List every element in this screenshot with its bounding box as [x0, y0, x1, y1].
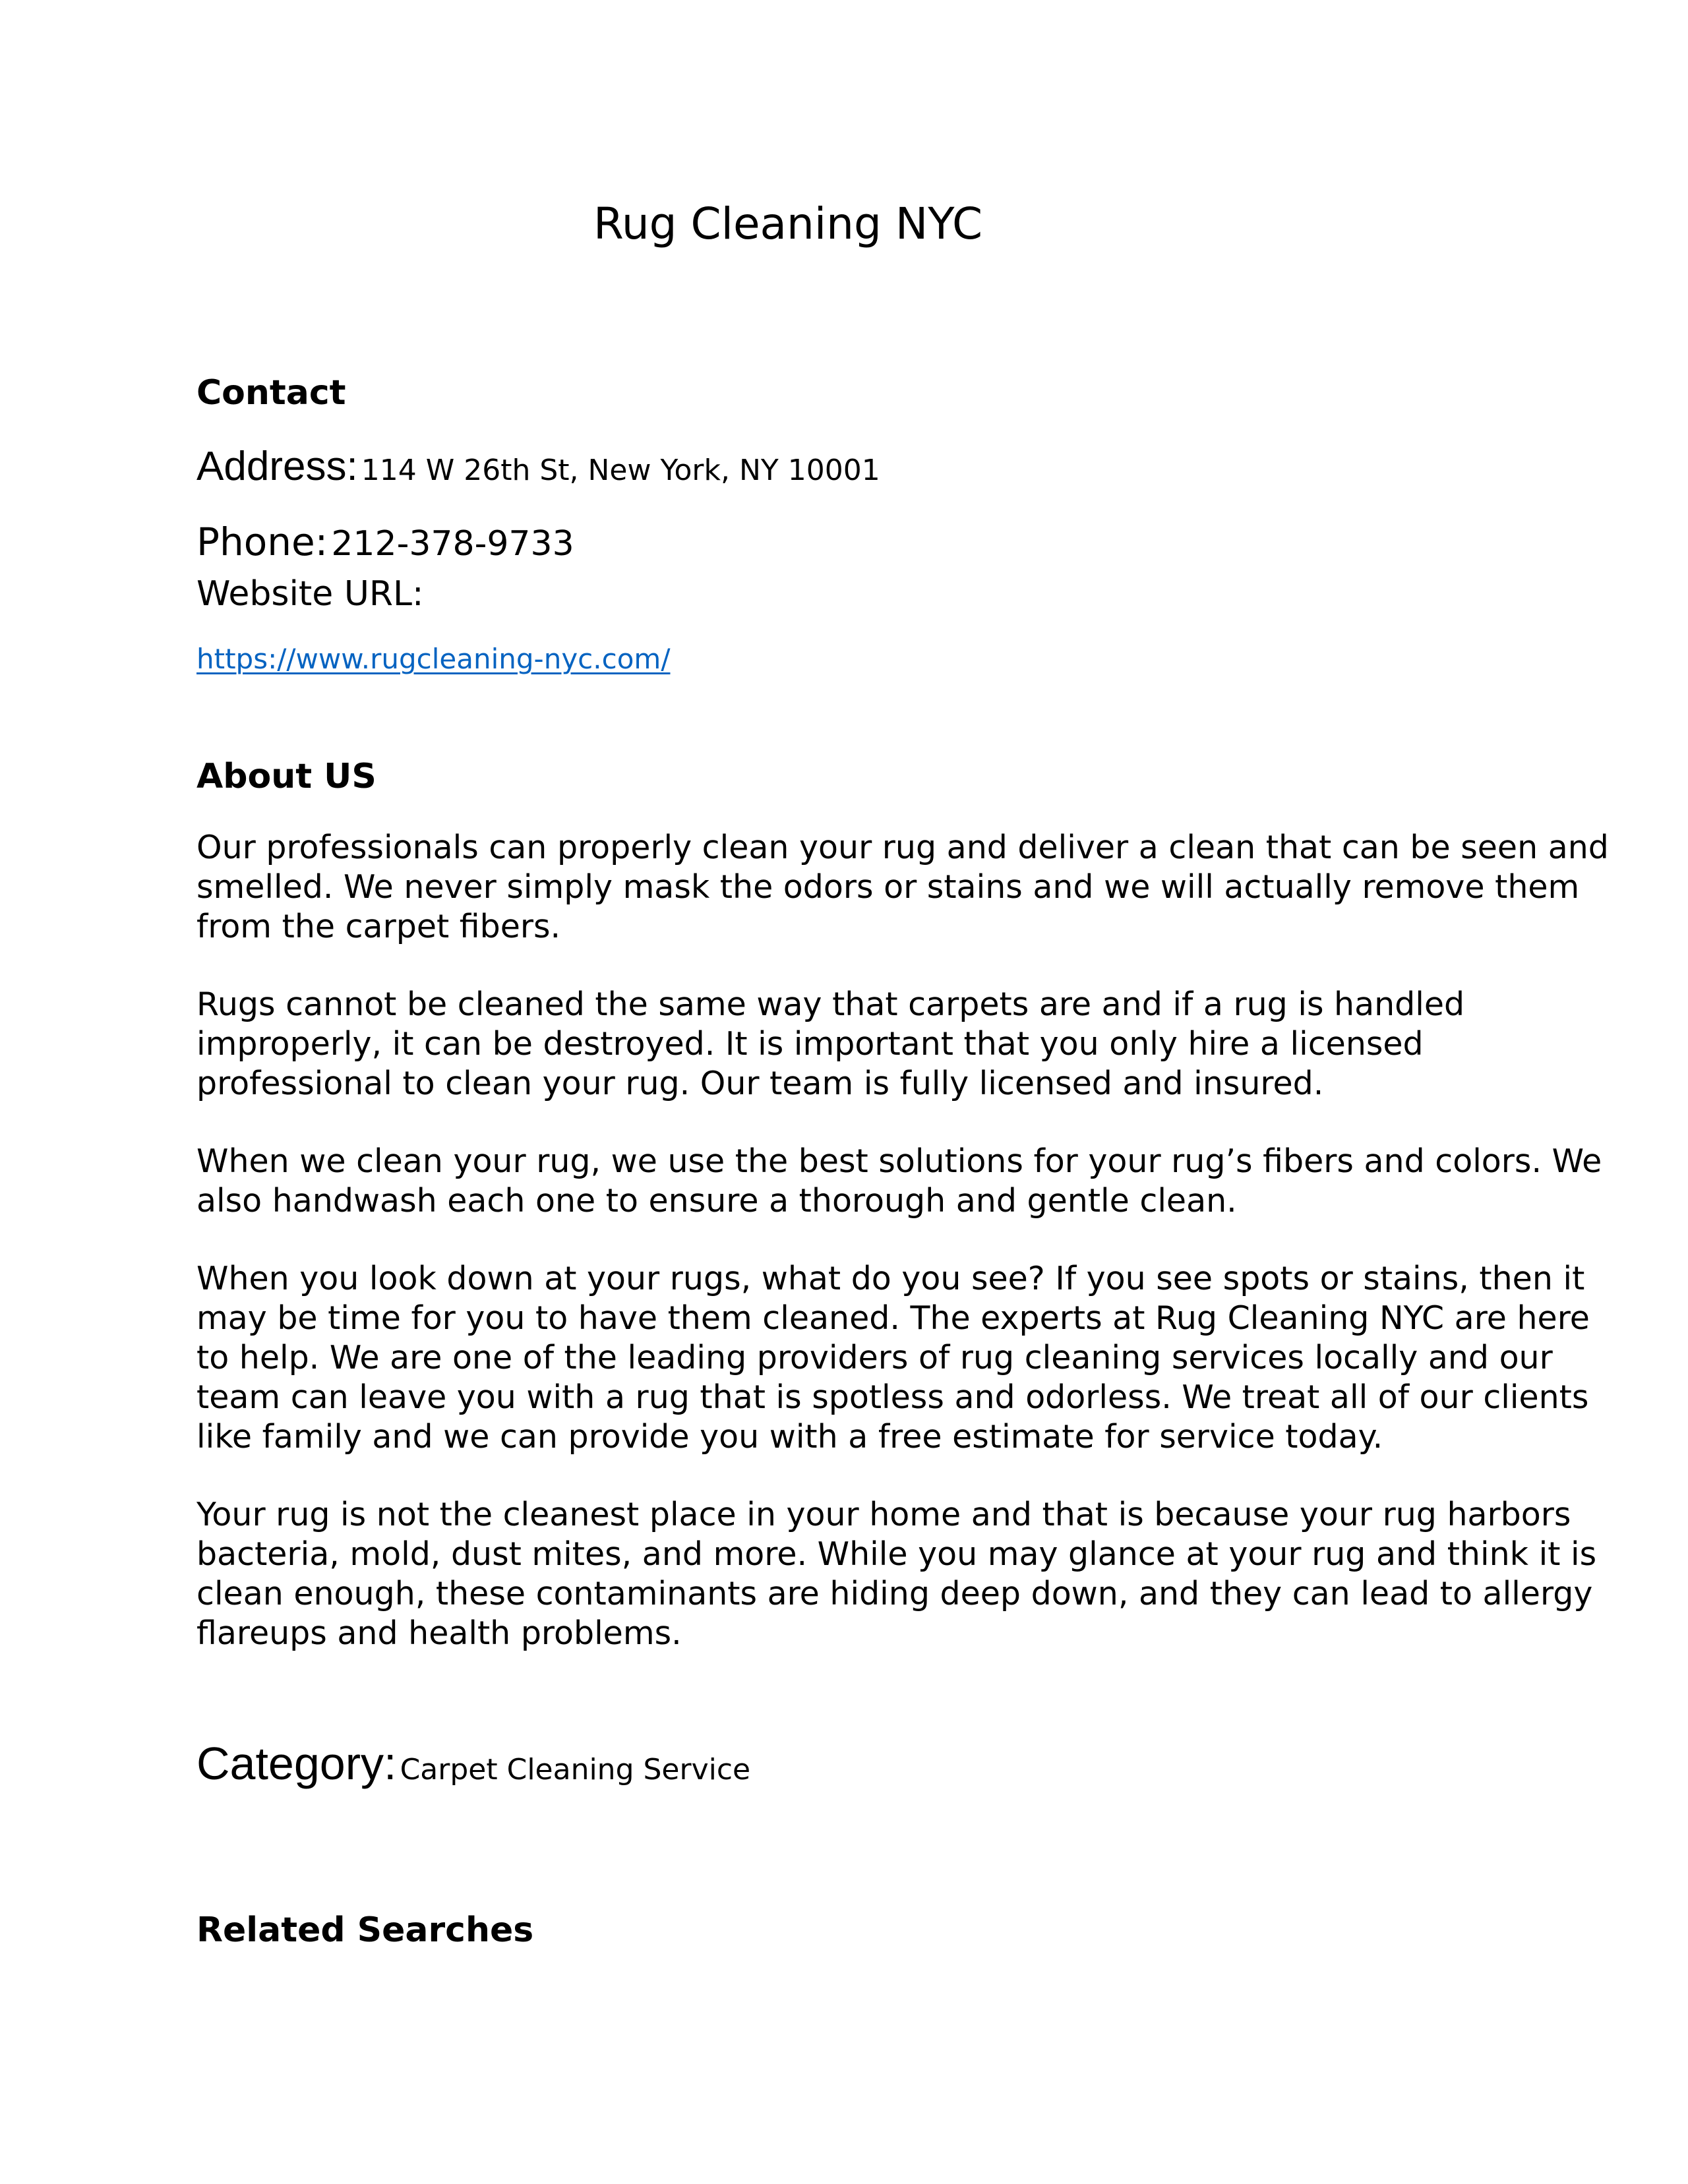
phone-value: 212-378-9733	[331, 524, 574, 564]
category-value: Carpet Cleaning Service	[400, 1753, 751, 1786]
address-value: 114 W 26th St, New York, NY 10001	[361, 454, 880, 487]
paragraph-line: may be time for you to have them cleaned. The experts at Rug Cleaning NYC are here	[196, 1299, 1590, 1337]
about-heading: About US	[196, 757, 377, 796]
paragraph-line: clean enough, these contaminants are hiding deep down, and they can lead to allergy	[196, 1575, 1593, 1612]
paragraph-line: When we clean your rug, we use the best solutions for your rug’s fibers and colors. We	[196, 1142, 1602, 1180]
paragraph-line: smelled. We never simply mask the odors or stains and we will actually remove them	[196, 868, 1580, 906]
paragraph-line: Your rug is not the cleanest place in your home and that is because your rug harbors	[196, 1496, 1571, 1533]
address-line	[196, 440, 880, 503]
about-paragraph-3	[196, 1142, 1602, 1221]
paragraph-line: to help. We are one of the leading providers of rug cleaning services locally and our	[196, 1339, 1553, 1376]
paragraph-line: also handwash each one to ensure a thorough and gentle clean.	[196, 1182, 1237, 1220]
phone-line	[196, 516, 574, 578]
paragraph-line: improperly, it can be destroyed. It is important that you only hire a licensed	[196, 1025, 1424, 1063]
paragraph-line: Rugs cannot be cleaned the same way that carpets are and if a rug is handled	[196, 986, 1465, 1023]
paragraph-line: bacteria, mold, dust mites, and more. While you may glance at your rug and think it is	[196, 1535, 1597, 1573]
paragraph-line: When you look down at your rugs, what do you see? If you see spots or stains, then it	[196, 1260, 1585, 1297]
phone-label: Phone:	[196, 519, 328, 564]
paragraph-line: Our professionals can properly clean your rug and deliver a clean that can be seen and	[196, 829, 1609, 866]
paragraph-line: from the carpet fibers.	[196, 908, 561, 945]
address-label: Address:	[196, 444, 358, 489]
category-label: Category:	[196, 1738, 397, 1789]
contact-heading: Contact	[196, 373, 346, 413]
about-paragraph-2	[196, 985, 1568, 1104]
website-link[interactable]: https://www.rugcleaning-nyc.com/	[196, 643, 671, 675]
website-label: Website URL:	[196, 574, 424, 614]
paragraph-line: team can leave you with a rug that is spotless and odorless. We treat all of our clients	[196, 1378, 1589, 1416]
about-paragraph-1	[196, 828, 1609, 947]
about-paragraph-5	[196, 1495, 1597, 1653]
related-searches-heading: Related Searches	[196, 1910, 534, 1950]
paragraph-line: like family and we can provide you with a free estimate for service today.	[196, 1418, 1383, 1456]
paragraph-line: professional to clean your rug. Our team is fully licensed and insured.	[196, 1065, 1324, 1102]
about-paragraph-4	[196, 1259, 1590, 1457]
category-line	[196, 1734, 750, 1806]
paragraph-line: flareups and health problems.	[196, 1614, 682, 1652]
website-link-line	[196, 639, 670, 685]
document-title: Rug Cleaning NYC	[593, 198, 983, 249]
